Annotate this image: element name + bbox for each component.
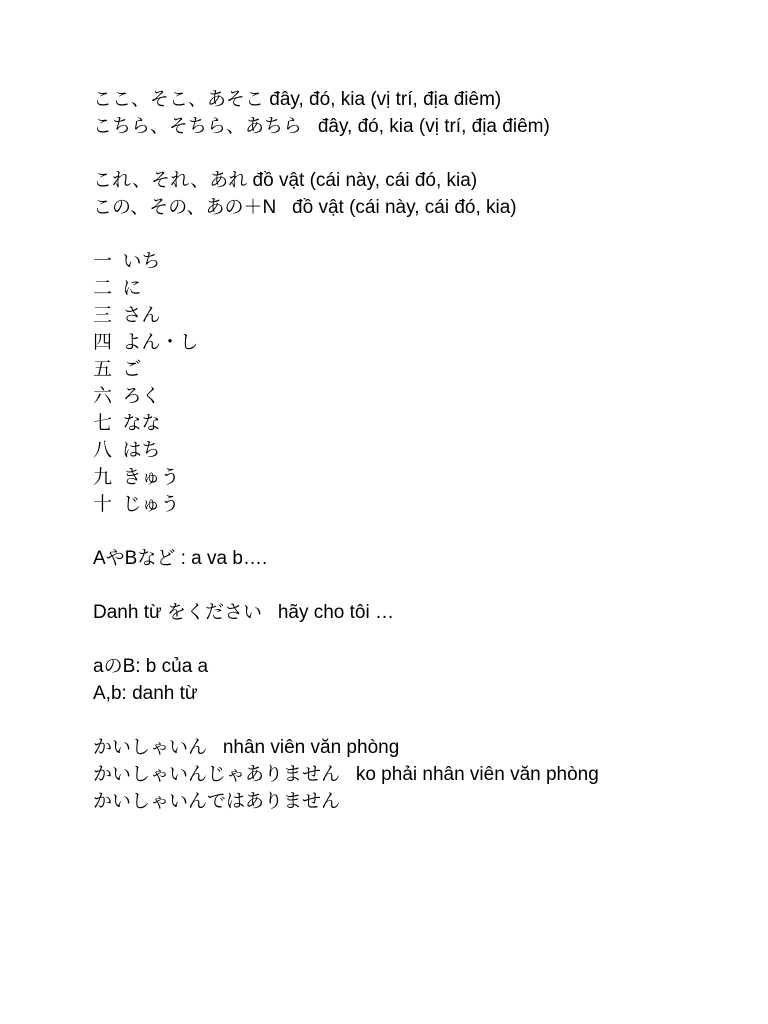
ya-nado-block: [93, 545, 733, 572]
possessive-block: [93, 653, 733, 707]
demonstratives-place-block: [93, 86, 733, 140]
text-line: こちら、そちら、あちら đây, đó, kia (vị trí, địa điêm): [93, 116, 550, 137]
number-line: 十 じゅう: [93, 494, 180, 515]
text-line: これ、それ、あれ đồ vật (cái này, cái đó, kia): [93, 170, 478, 191]
number-line: 二 に: [93, 278, 142, 299]
text-line: この、その、あの＋N đồ vật (cái này, cái đó, kia): [93, 197, 517, 218]
text-line: かいしゃいんじゃありません ko phải nhân viên văn phòng: [93, 764, 599, 785]
number-line: 九 きゅう: [93, 467, 180, 488]
number-line: 三 さん: [93, 305, 161, 326]
paragraph-gap: [93, 572, 733, 599]
paragraph-gap: [93, 518, 733, 545]
number-line: 六 ろく: [93, 386, 161, 407]
numbers-block: [93, 248, 733, 518]
text-line: かいしゃいんではありません: [93, 791, 341, 812]
number-line: 七 なな: [93, 413, 161, 434]
text-line: ここ、そこ、あそこ đây, đó, kia (vị trí, địa điêm): [93, 89, 502, 110]
text-line: aのB: b của a: [93, 656, 209, 677]
document-body: [93, 86, 733, 815]
text-line: かいしゃいん nhân viên văn phòng: [93, 737, 400, 758]
paragraph-gap: [93, 626, 733, 653]
number-line: 一 いち: [93, 251, 161, 272]
number-line: 五 ご: [93, 359, 142, 380]
kaishain-block: [93, 734, 733, 815]
paragraph-gap: [93, 221, 733, 248]
text-line: Danh từ をください hãy cho tôi …: [93, 602, 394, 623]
paragraph-gap: [93, 707, 733, 734]
text-line: A,b: danh từ: [93, 683, 198, 704]
text-line: AやBなど : a va b….: [93, 548, 268, 569]
number-line: 八 はち: [93, 440, 161, 461]
paragraph-gap: [93, 140, 733, 167]
number-line: 四 よん・し: [93, 332, 199, 353]
demonstratives-object-block: [93, 167, 733, 221]
kudasai-block: [93, 599, 733, 626]
